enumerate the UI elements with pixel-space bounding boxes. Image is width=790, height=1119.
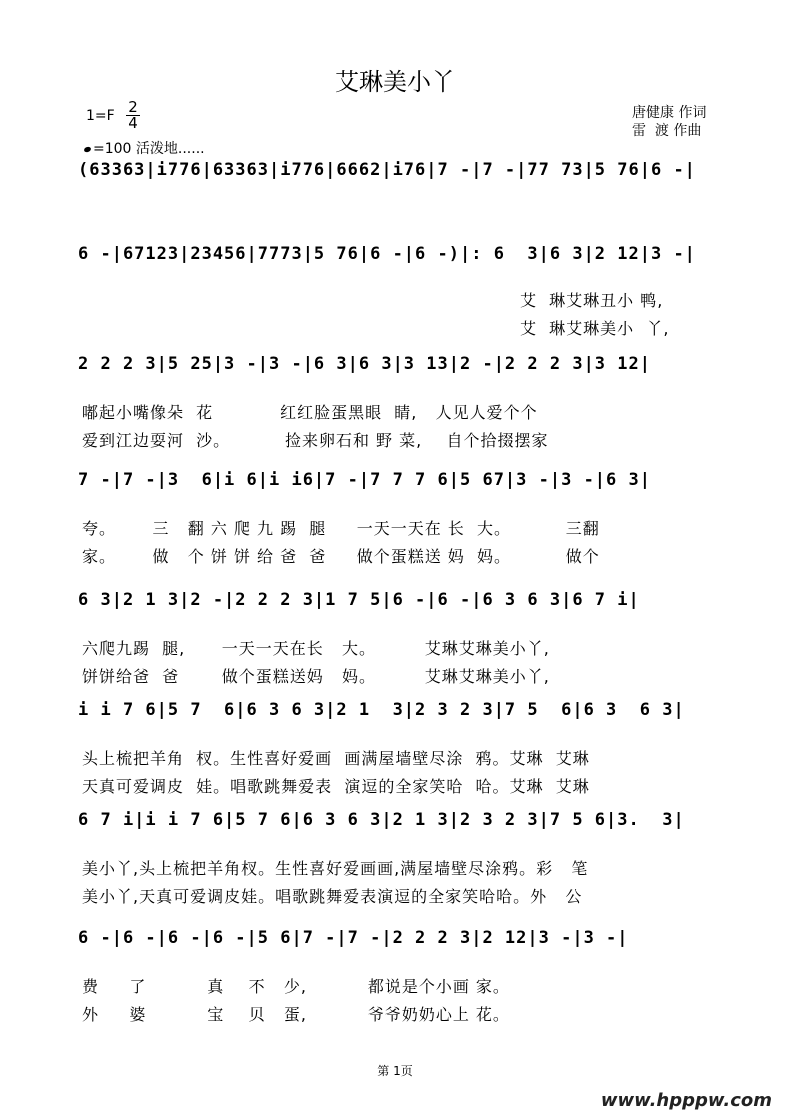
notation-line: i i 7 6|5 7 6|6 3 6 3|2 1 3|2 3 2 3|7 5 6|6 3 6 3|: [78, 700, 685, 720]
credits: [632, 104, 706, 140]
time-numerator: 2: [128, 98, 138, 116]
lyric-line: 艾 琳艾琳美小 丫,: [520, 319, 670, 338]
lyric-line: 美小丫,头上梳把羊角杈。生性喜好爱画画,满屋墙壁尽涂鸦。彩 笔: [82, 859, 589, 878]
notation-line: 6 -|67123|23456|7773|5 76|6 -|6 -)|: 6 3|6 3|2 12|3 -|: [78, 244, 696, 264]
tempo-text: =100 活泼地......: [93, 141, 205, 157]
key-signature: [86, 98, 138, 132]
watermark: www.hpppw.com: [600, 1090, 772, 1111]
lyric-line: 爱到江边耍河 沙。 捡来卵石和 野 菜, 自个拾掇摆家: [82, 431, 549, 450]
lyric-line: 头上梳把羊角 杈。生性喜好爱画 画满屋墙壁尽涂 鸦。艾琳 艾琳: [82, 749, 590, 768]
notation-line: (63363|i776|63363|i776|6662|i76|7 -|7 -|77 73|5 76|6 -|: [78, 160, 696, 180]
quarter-note-icon: [83, 145, 91, 152]
notation-line: 2 2 2 3|5 25|3 -|3 -|6 3|6 3|3 13|2 -|2 2 2 3|3 12|: [78, 354, 651, 374]
lyric-line: 六爬九踢 腿, 一天一天在长 大。 艾琳艾琳美小丫,: [82, 639, 550, 658]
lyric-line: 美小丫,天真可爱调皮娃。唱歌跳舞爱表演逗的全家笑哈哈。外 公: [82, 887, 583, 906]
lyric-line: 家。 做 个 饼 饼 给 爸 爸 做个蛋糕送 妈 妈。 做个: [82, 547, 600, 566]
tempo-marking: [84, 138, 205, 158]
lyricist: 唐健康 作词: [632, 105, 707, 121]
lyric-line: 艾 琳艾琳丑小 鸭,: [520, 291, 664, 310]
lyric-line: 饼饼给爸 爸 做个蛋糕送妈 妈。 艾琳艾琳美小丫,: [82, 667, 550, 686]
lyric-line: 外 婆 宝 贝 蛋, 爷爷奶奶心上 花。: [82, 1005, 510, 1024]
page-footer: 第 1页: [377, 1064, 413, 1078]
page-title: 艾琳美小丫: [335, 68, 455, 96]
time-signature: [126, 100, 140, 131]
lyric-line: 天真可爱调皮 娃。唱歌跳舞爱表 演逗的全家笑哈 哈。艾琳 艾琳: [82, 777, 590, 796]
lyric-line: 费 了 真 不 少, 都说是个小画 家。: [82, 977, 510, 996]
notation-line: 6 7 i|i i 7 6|5 7 6|6 3 6 3|2 1 3|2 3 2 3|7 5 6|3. 3|: [78, 810, 685, 830]
composer: 雷 渡 作曲: [632, 123, 702, 139]
lyric-line: 嘟起小嘴像朵 花 红红脸蛋黑眼 睛, 人见人爱个个: [82, 403, 538, 422]
notation-line: 6 3|2 1 3|2 -|2 2 2 3|1 7 5|6 -|6 -|6 3 6 3|6 7 i|: [78, 590, 640, 610]
time-denominator: 4: [126, 115, 140, 131]
lyric-line: 夸。 三 翻 六 爬 九 踢 腿 一天一天在 长 大。 三翻: [82, 519, 600, 538]
notation-line: 7 -|7 -|3 6|i 6|i i6|7 -|7 7 7 6|5 67|3 -|3 -|6 3|: [78, 470, 651, 490]
key-prefix: 1=F: [86, 108, 115, 124]
notation-line: 6 -|6 -|6 -|6 -|5 6|7 -|7 -|2 2 2 3|2 12|3 -|3 -|: [78, 928, 629, 948]
